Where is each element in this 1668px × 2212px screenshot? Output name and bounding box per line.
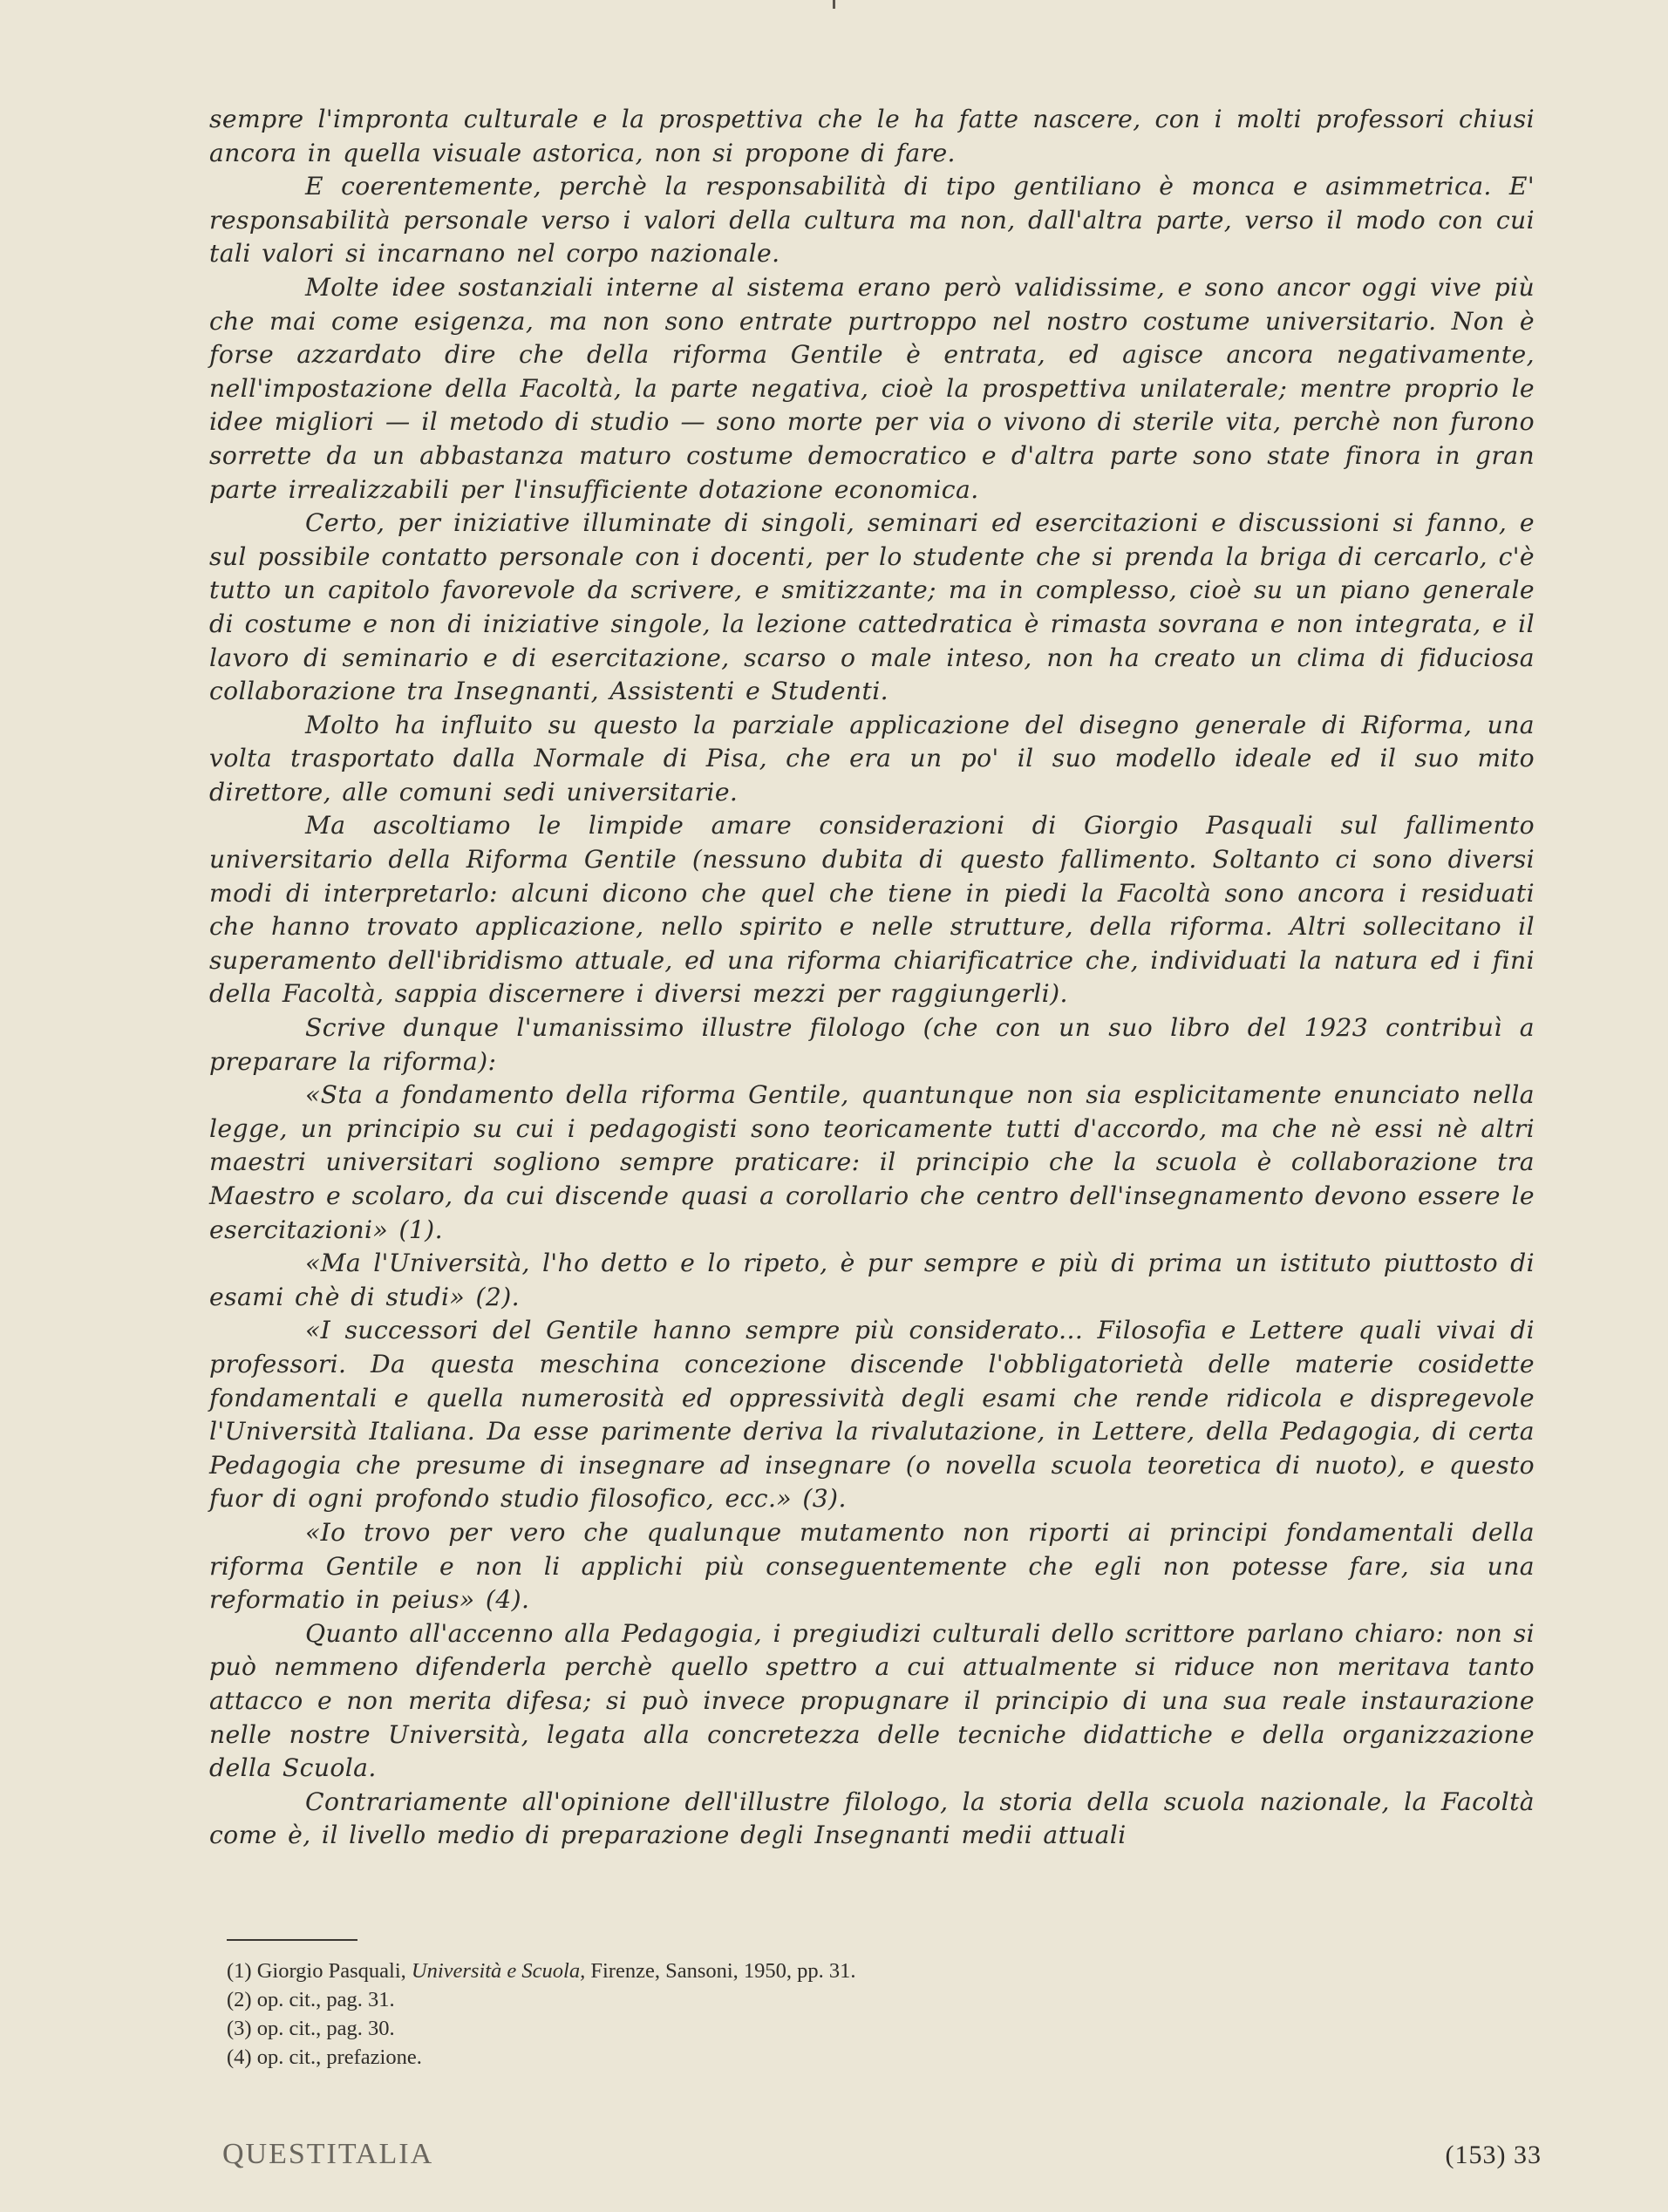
footnote-divider [227,1939,357,1941]
page-number: (153) 33 [1445,2141,1542,2169]
paragraph: sempre l'impronta culturale e la prospettiva che le ha fatte nascere, con i molti professori chiusi ancora in quella visuale astorica, non si propone di fare. [209,105,1535,167]
paragraph: Ma ascoltiamo le limpide amare considerazioni di Giorgio Pasquali sul fallimento universitario della Riforma Gentile (nessuno dubita di questo fallimento. Soltanto ci sono diversi modi di interpretarlo: alcuni dicono che quel che tiene in piedi la Facoltà sono ancora i residuati che hanno trovato applicazione, nello spirito e nelle strutture, della riforma. Altri sollecitano il superamento dell'ibridismo attuale, ed una riforma chiarificatrice che, individuati la natura ed i fini della Facoltà, sappia discernere i diversi mezzi per raggiungerli). [209,811,1535,1009]
quotation: «Ma l'Università, l'ho detto e lo ripeto, è pur sempre e più di prima un istituto piuttosto di esami chè di studi» (2). [209,1249,1535,1311]
paragraph: Certo, per iniziative illuminate di singoli, seminari ed esercitazioni e discussioni si fanno, e sul possibile contatto personale con i docenti, per lo studente che si prenda la briga di cercarlo, c'è tutto un capitolo favorevole da scrivere, e smitizzante; ma in complesso, cioè su un piano generale di costume e non di iniziative singole, la lezione cattedratica è rimasta sovrana e non integrata, e il lavoro di seminario e di esercitazione, scarso o male inteso, non ha creato un clima di fiduciosa collaborazione tra Insegnanti, Assistenti e Studenti. [209,508,1535,706]
paragraph: Molto ha influito su questo la parziale applicazione del disegno generale di Riforma, una volta trasportato dalla Normale di Pisa, che era un po' il suo modello ideale ed il suo mito direttore, alle comuni sedi universitarie. [209,710,1535,807]
footnote-4 [227,2043,1447,2072]
footnote-number: (4) [227,2045,252,2069]
article-body [209,103,1535,1853]
footnote-3 [227,2014,1447,2043]
footnote-text: op. cit., pag. 31. [256,1988,395,2011]
binding-mark [833,0,835,9]
footnotes [227,1957,1447,2072]
footnote-text: op. cit., prefazione. [256,2045,422,2069]
footnote-title: Università e Scuola, [411,1959,586,1983]
publication-name: QUESTITALIA [222,2138,434,2170]
footnote-1 [227,1957,1447,1985]
paragraph: Contrariamente all'opinione dell'illustre filologo, la storia della scuola nazionale, la Facoltà come è, il livello medio di preparazione degli Insegnanti medii attuali [209,1787,1535,1850]
footnote-author: Giorgio Pasquali, [256,1959,406,1983]
paragraph: Molte idee sostanziali interne al sistema erano però validissime, e sono ancor oggi vive più che mai come esigenza, ma non sono entrate purtroppo nel nostro costume universitario. Non è forse azzardato dire che della riforma Gentile è entrata, ed agisce ancora negativamente, nell'impostazione della Facoltà, la parte negativa, cioè la prospettiva unilaterale; mentre proprio le idee migliori — il metodo di studio — sono morte per via o vivono di sterile vita, perchè non furono sorrette da un abbastanza maturo costume democratico e d'altra parte sono state finora in gran parte irrealizzabili per l'insufficiente dotazione economica. [209,272,1535,504]
paragraph: Quanto all'accenno alla Pedagogia, i pregiudizi culturali dello scrittore parlano chiaro: non si può nemmeno difenderla perchè quello spettro a cui attualmente si riduce non meritava tanto attacco e non merita difesa; si può invece propugnare il principio di una sua reale instaurazione nelle nostre Università, legata alla concretezza delle tecniche didattiche e della organizzazione della Scuola. [209,1618,1535,1783]
footnote-2 [227,1985,1447,2014]
footnote-text: op. cit., pag. 30. [256,2017,395,2040]
footnote-number: (3) [227,2017,252,2040]
footnote-publication: Firenze, Sansoni, 1950, pp. 31. [590,1959,856,1983]
paragraph: Scrive dunque l'umanissimo illustre filologo (che con un suo libro del 1923 contribuì a preparare la riforma): [209,1013,1535,1076]
quotation: «I successori del Gentile hanno sempre più considerato... Filosofia e Lettere quali vivai di professori. Da questa meschina concezione discende l'obbligatorietà delle materie cosidette fondamentali e quella numerosità ed oppressività degli esami che rende ridicola e dispregevole l'Università Italiana. Da esse parimente deriva la rivalutazione, in Lettere, della Pedagogia, di certa Pedagogia che presume di insegnare ad insegnare (o novella scuola teoretica di nuoto), e questo fuor di ogni profondo studio filosofico, ecc.» (3). [209,1316,1535,1514]
quotation: «Io trovo per vero che qualunque mutamento non riporti ai principi fondamentali della riforma Gentile e non li applichi più conseguentemente che egli non potesse fare, sia una reformatio in peius» (4). [209,1517,1535,1615]
footnote-number: (2) [227,1988,252,2011]
paragraph: E coerentemente, perchè la responsabilità di tipo gentiliano è monca e asimmetrica. E' responsabilità personale verso i valori della cultura ma non, dall'altra parte, verso il modo con cui tali valori si incarnano nel corpo nazionale. [209,172,1535,269]
quotation: «Sta a fondamento della riforma Gentile, quantunque non sia esplicitamente enunciato nella legge, un principio su cui i pedagogisti sono teoricamente tutti d'accordo, ma che nè essi nè altri maestri universitari sogliono sempre praticare: il principio che la scuola è collaborazione tra Maestro e scolaro, da cui discende quasi a corollario che centro dell'insegnamento devono essere le esercitazioni» (1). [209,1080,1535,1244]
footnote-number: (1) [227,1959,252,1983]
